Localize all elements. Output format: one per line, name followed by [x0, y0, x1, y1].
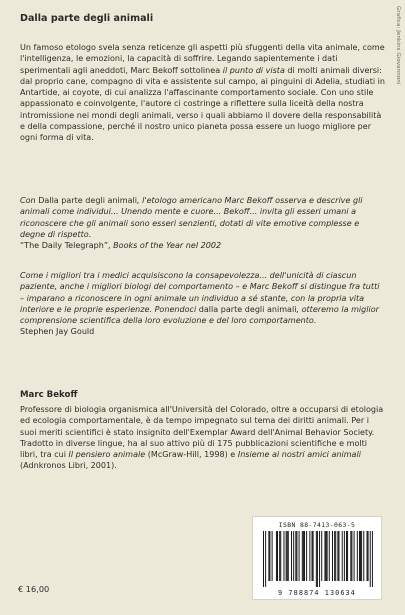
barcode-bar	[269, 531, 270, 581]
review-telegraph	[20, 195, 385, 251]
barcode-bar	[288, 531, 289, 581]
barcode-bar	[286, 531, 287, 581]
barcode-bar	[338, 531, 339, 581]
isbn-barcode	[252, 516, 382, 600]
barcode-bar	[283, 531, 284, 581]
barcode-bar	[296, 531, 297, 581]
barcode-bar	[276, 531, 277, 581]
barcode-bar	[287, 531, 288, 581]
barcode-bar	[277, 531, 278, 581]
review-gould-title: dalla parte degli animali	[198, 304, 297, 314]
author-name: Marc Bekoff	[20, 390, 78, 400]
review-telegraph-source	[20, 240, 385, 251]
barcode-bar	[299, 531, 300, 581]
barcode-bar	[368, 531, 369, 581]
barcode-bar	[324, 531, 325, 581]
barcode-bar	[359, 531, 360, 581]
barcode-bar	[265, 531, 266, 587]
review-telegraph-quote	[20, 195, 385, 240]
barcode-bar	[291, 531, 292, 581]
barcode-bar	[326, 531, 327, 581]
barcode-bar	[334, 531, 335, 581]
review-gould-source: Stephen Jay Gould	[20, 327, 95, 337]
barcode-digits: 9 788874 130634	[278, 589, 356, 597]
barcode-bar	[332, 531, 333, 581]
author-book-2: Insieme ai nostri amici animali	[237, 450, 361, 460]
book-title: Dalla parte degli animali	[20, 13, 154, 24]
barcode-bar	[354, 531, 355, 581]
barcode-bar	[321, 531, 322, 581]
barcode-bar	[346, 531, 347, 581]
barcode-bar	[367, 531, 368, 581]
author-bio	[20, 404, 385, 472]
author-bio-text-3: (Adnkronos Libri, 2001).	[20, 461, 117, 471]
barcode-bar	[360, 531, 361, 581]
barcode-bar	[335, 531, 336, 581]
barcode-bar	[350, 531, 351, 581]
barcode-bar	[347, 531, 348, 581]
barcode-bar	[293, 531, 294, 581]
barcode-bar	[304, 531, 305, 581]
isbn-number: ISBN 88-7413-063-5	[278, 521, 356, 529]
barcode-bar	[342, 531, 343, 581]
barcode-bars	[263, 531, 373, 587]
barcode-bar	[357, 531, 358, 581]
barcode-bar	[272, 531, 273, 581]
barcode-bar	[263, 531, 264, 587]
barcode-bar	[302, 531, 303, 581]
barcode-bar	[329, 531, 330, 581]
barcode-bar	[319, 531, 320, 587]
review-gould-text-1: Come i migliori tra i medici acquisiscono la consapevolezza... dell'unicità di ciascun paziente, anche i migliori biologi del comportamento – e Marc Bekoff si distingue fra tutti – imparano a riconoscere in ogni animale un individuo a sé stante, con la propria vita interiore e le proprie esperienze. Ponendoci	[20, 271, 380, 314]
barcode-bar	[280, 531, 281, 581]
author-bio-text-2: (McGraw-Hill, 1998) e	[145, 450, 238, 460]
author-book-1: Il pensiero animale	[68, 450, 146, 460]
barcode-bar	[372, 531, 373, 587]
barcode-bar	[279, 531, 280, 581]
barcode-bar	[317, 531, 318, 587]
barcode-bar	[303, 531, 304, 581]
price: € 16,00	[18, 584, 50, 594]
barcode-bar	[313, 531, 314, 581]
review-telegraph-title: Dalla parte degli animali	[38, 196, 138, 205]
barcode-bar	[370, 531, 371, 587]
description-text-2: di molti animali diversi: dal proprio cane, compagno di vita e assistente sul campo, ai pinguini di Adelia, studiati in Antartide, ai coyote, di cui analizza l'affascinante comportamento sociale. Con uno stile appassionato e coinvolgente, l'autore ci costringe a riflettere sulla liceità della nostra intromissione nei mondi degli animali, verso i quali abbiamo il dovere della responsabilità e della compassione, perché il nostro unico pianeta possa essere un luogo migliore per ogni forma di vita.	[20, 65, 386, 143]
barcode-bar	[327, 531, 328, 581]
barcode-bar	[344, 531, 345, 581]
description-text-1: Un famoso etologo svela senza reticenze gli aspetti più sfuggenti della vita animale, come l'intelligenza, le emozioni, la capacità di soffrire. Legando sapientemente i dati sperimentali agli aneddoti, Marc Bekoff sottolinea	[20, 43, 385, 75]
barcode-bar	[312, 531, 313, 581]
review-gould	[20, 270, 385, 338]
review-telegraph-text-2: , l'etologo americano Marc Bekoff osserva e descrive gli animali come individui... Unendo mente e cuore... Bekoff... invita gli esseri umani a riconoscere che gli animali sono esseri senzienti, dotati di vite emotive complesse e degne di rispetto.	[20, 196, 363, 239]
description-paragraph	[20, 42, 385, 144]
review-telegraph-source-award: Books of the Year nel 2002	[110, 241, 222, 251]
review-telegraph-source-name: “The Daily Telegraph”,	[20, 241, 111, 251]
barcode-bar	[316, 531, 317, 587]
author-bio-text-1: Professore di biologia organismica all'Università del Colorado, oltre a occuparsi di etologia ed ecologia comportamentale, è da tempo impegnato sul tema dei diritti animali. Per i suoi meriti scientifici è stato insignito dell'Exemplar Award dell'Animal Behavior Society. Tradotto in diverse lingue, ha al suo attivo più di 175 pubblicazioni scientifiche e molti libri, tra cui	[20, 405, 384, 460]
barcode-bar	[337, 531, 338, 581]
review-gould-text-2: , otteremo la miglior comprensione scientifica della loro evoluzione e del loro comportamento.	[20, 304, 379, 326]
barcode-bar	[268, 531, 269, 581]
barcode-bar	[295, 531, 296, 581]
barcode-bar	[309, 531, 310, 581]
review-telegraph-text-1: Con	[20, 196, 39, 205]
barcode-bar	[363, 531, 364, 581]
barcode-bar	[306, 531, 307, 581]
barcode-bar	[361, 531, 362, 581]
description-italic-phrase: il punto di vista	[222, 65, 285, 75]
graphic-design-credit: Grafica: Jenkins Giovannoni	[395, 6, 401, 85]
barcode-bar	[351, 531, 352, 581]
review-gould-quote	[20, 270, 385, 326]
